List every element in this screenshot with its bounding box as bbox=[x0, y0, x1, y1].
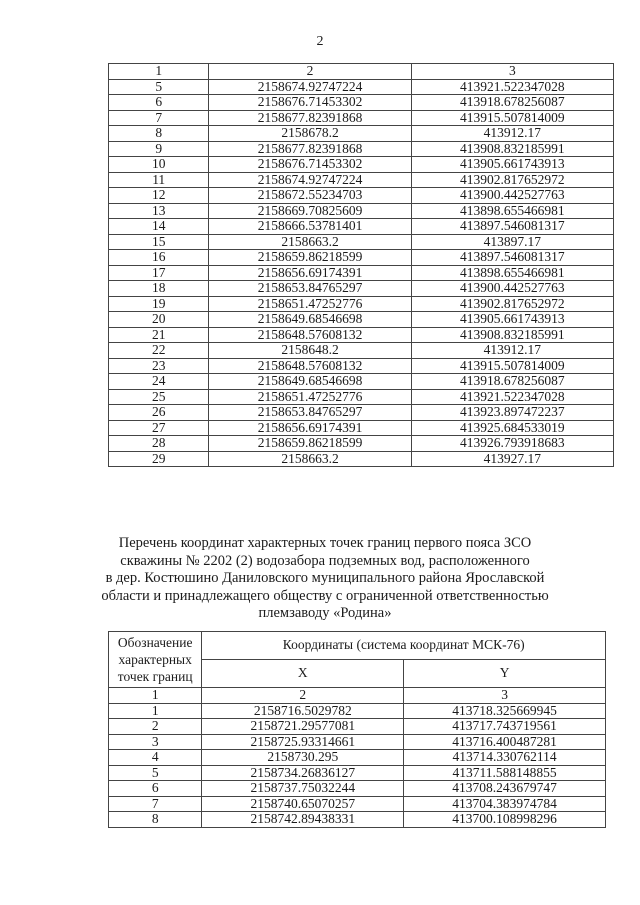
x-coordinate-cell: 2158659.86218599 bbox=[209, 250, 411, 266]
x-coordinate-cell: 2158651.47252776 bbox=[209, 296, 411, 312]
table-row bbox=[109, 420, 614, 436]
y-coordinate-cell: 413897.546081317 bbox=[411, 219, 613, 235]
y-coordinate-cell: 413900.442527763 bbox=[411, 188, 613, 204]
y-coordinate-cell: 413905.661743913 bbox=[411, 312, 613, 328]
y-coordinate-cell: 413927.17 bbox=[411, 451, 613, 467]
point-number-cell: 28 bbox=[109, 436, 209, 452]
first-zone-coordinates-table bbox=[108, 631, 606, 828]
table-row bbox=[109, 750, 606, 766]
table-row bbox=[109, 219, 614, 235]
point-number-cell: 8 bbox=[109, 812, 202, 828]
x-coordinate-cell: 2158659.86218599 bbox=[209, 436, 411, 452]
column-number-1: 1 bbox=[109, 64, 209, 80]
table-row bbox=[109, 358, 614, 374]
column-number-2: 2 bbox=[209, 64, 411, 80]
point-number-cell: 2 bbox=[109, 719, 202, 735]
table-row bbox=[109, 405, 614, 421]
table-body bbox=[109, 632, 606, 828]
y-coordinate-cell: 413714.330762114 bbox=[404, 750, 606, 766]
caption-line: скважины № 2202 (2) водозабора подземных вод, расположенного bbox=[120, 552, 530, 569]
point-number-cell: 16 bbox=[109, 250, 209, 266]
table-row bbox=[109, 765, 606, 781]
x-coordinate-cell: 2158721.29577081 bbox=[202, 719, 404, 735]
x-coordinate-cell: 2158742.89438331 bbox=[202, 812, 404, 828]
y-coordinate-cell: 413718.325669945 bbox=[404, 703, 606, 719]
y-coordinate-cell: 413923.897472237 bbox=[411, 405, 613, 421]
column-number-2: 2 bbox=[202, 688, 404, 704]
point-number-cell: 17 bbox=[109, 265, 209, 281]
x-coordinate-cell: 2158666.53781401 bbox=[209, 219, 411, 235]
point-number-cell: 24 bbox=[109, 374, 209, 390]
y-coordinate-cell: 413921.522347028 bbox=[411, 389, 613, 405]
caption-line: области и принадлежащего обществу с ограниченной ответственностью bbox=[101, 587, 549, 604]
table-row bbox=[109, 265, 614, 281]
point-number-cell: 7 bbox=[109, 110, 209, 126]
x-coordinate-cell: 2158725.93314661 bbox=[202, 734, 404, 750]
caption-line: в дер. Костюшино Даниловского муниципального района Ярославской bbox=[105, 570, 545, 586]
table-number-row bbox=[109, 688, 606, 704]
table-header-row bbox=[109, 64, 614, 80]
table-row bbox=[109, 141, 614, 157]
page-number: 2 bbox=[316, 34, 324, 49]
table-row bbox=[109, 781, 606, 797]
y-coordinate-cell: 413902.817652972 bbox=[411, 296, 613, 312]
table-body bbox=[109, 64, 614, 467]
caption-line: Перечень координат характерных точек границ первого пояса ЗСО bbox=[118, 535, 532, 551]
point-number-cell: 5 bbox=[109, 765, 202, 781]
point-number-cell: 3 bbox=[109, 734, 202, 750]
y-coordinate-cell: 413897.17 bbox=[411, 234, 613, 250]
y-coordinate-cell: 413915.507814009 bbox=[411, 358, 613, 374]
y-coordinate-cell: 413900.442527763 bbox=[411, 281, 613, 297]
point-number-cell: 4 bbox=[109, 750, 202, 766]
table-row bbox=[109, 796, 606, 812]
table-row bbox=[109, 172, 614, 188]
point-number-cell: 21 bbox=[109, 327, 209, 343]
table-row bbox=[109, 327, 614, 343]
point-number-cell: 10 bbox=[109, 157, 209, 173]
y-coordinate-cell: 413926.793918683 bbox=[411, 436, 613, 452]
y-coordinate-cell: 413898.655466981 bbox=[411, 203, 613, 219]
x-coordinate-cell: 2158649.68546698 bbox=[209, 374, 411, 390]
table-row bbox=[109, 343, 614, 359]
x-header: X bbox=[202, 660, 404, 688]
x-coordinate-cell: 2158653.84765297 bbox=[209, 405, 411, 421]
x-coordinate-cell: 2158734.26836127 bbox=[202, 765, 404, 781]
point-number-cell: 19 bbox=[109, 296, 209, 312]
point-number-cell: 9 bbox=[109, 141, 209, 157]
point-number-cell: 25 bbox=[109, 389, 209, 405]
table-row bbox=[109, 703, 606, 719]
y-coordinate-cell: 413905.661743913 bbox=[411, 157, 613, 173]
x-coordinate-cell: 2158676.71453302 bbox=[209, 157, 411, 173]
table-row bbox=[109, 126, 614, 142]
x-coordinate-cell: 2158674.92747224 bbox=[209, 172, 411, 188]
table-row bbox=[109, 95, 614, 111]
table-row bbox=[109, 734, 606, 750]
column-number-1: 1 bbox=[109, 688, 202, 704]
x-coordinate-cell: 2158653.84765297 bbox=[209, 281, 411, 297]
table-row bbox=[109, 203, 614, 219]
y-coordinate-cell: 413717.743719561 bbox=[404, 719, 606, 735]
point-number-cell: 8 bbox=[109, 126, 209, 142]
point-number-cell: 12 bbox=[109, 188, 209, 204]
y-coordinate-cell: 413708.243679747 bbox=[404, 781, 606, 797]
table-row bbox=[109, 374, 614, 390]
y-coordinate-cell: 413898.655466981 bbox=[411, 265, 613, 281]
coordinates-table-continued bbox=[108, 63, 614, 467]
x-coordinate-cell: 2158648.2 bbox=[209, 343, 411, 359]
point-number-cell: 27 bbox=[109, 420, 209, 436]
table-row bbox=[109, 719, 606, 735]
table-row bbox=[109, 451, 614, 467]
y-coordinate-cell: 413912.17 bbox=[411, 343, 613, 359]
x-coordinate-cell: 2158737.75032244 bbox=[202, 781, 404, 797]
y-coordinate-cell: 413921.522347028 bbox=[411, 79, 613, 95]
y-coordinate-cell: 413711.588148855 bbox=[404, 765, 606, 781]
x-coordinate-cell: 2158648.57608132 bbox=[209, 327, 411, 343]
x-coordinate-cell: 2158677.82391868 bbox=[209, 141, 411, 157]
x-coordinate-cell: 2158730.295 bbox=[202, 750, 404, 766]
x-coordinate-cell: 2158672.55234703 bbox=[209, 188, 411, 204]
x-coordinate-cell: 2158649.68546698 bbox=[209, 312, 411, 328]
point-number-cell: 18 bbox=[109, 281, 209, 297]
x-coordinate-cell: 2158716.5029782 bbox=[202, 703, 404, 719]
table-row bbox=[109, 312, 614, 328]
point-label-header: Обозначение характерных точек границ bbox=[109, 632, 202, 688]
table-row bbox=[109, 110, 614, 126]
point-number-cell: 14 bbox=[109, 219, 209, 235]
point-number-cell: 1 bbox=[109, 703, 202, 719]
y-coordinate-cell: 413902.817652972 bbox=[411, 172, 613, 188]
table-row bbox=[109, 79, 614, 95]
x-coordinate-cell: 2158651.47252776 bbox=[209, 389, 411, 405]
y-coordinate-cell: 413912.17 bbox=[411, 126, 613, 142]
point-number-cell: 23 bbox=[109, 358, 209, 374]
y-coordinate-cell: 413915.507814009 bbox=[411, 110, 613, 126]
point-number-cell: 5 bbox=[109, 79, 209, 95]
x-coordinate-cell: 2158669.70825609 bbox=[209, 203, 411, 219]
table-header-row bbox=[109, 632, 606, 660]
x-coordinate-cell: 2158663.2 bbox=[209, 234, 411, 250]
x-coordinate-cell: 2158677.82391868 bbox=[209, 110, 411, 126]
column-number-3: 3 bbox=[404, 688, 606, 704]
y-coordinate-cell: 413897.546081317 bbox=[411, 250, 613, 266]
point-number-cell: 6 bbox=[109, 95, 209, 111]
table-caption bbox=[60, 535, 590, 623]
x-coordinate-cell: 2158678.2 bbox=[209, 126, 411, 142]
table-row bbox=[109, 250, 614, 266]
table-row bbox=[109, 188, 614, 204]
y-coordinate-cell: 413918.678256087 bbox=[411, 374, 613, 390]
caption-line: племзаводу «Родина» bbox=[258, 605, 392, 621]
point-number-cell: 22 bbox=[109, 343, 209, 359]
coordinate-system-header: Координаты (система координат МСК-76) bbox=[202, 632, 606, 660]
point-number-cell: 29 bbox=[109, 451, 209, 467]
table-row bbox=[109, 812, 606, 828]
table-row bbox=[109, 234, 614, 250]
x-coordinate-cell: 2158676.71453302 bbox=[209, 95, 411, 111]
x-coordinate-cell: 2158656.69174391 bbox=[209, 265, 411, 281]
table-row bbox=[109, 389, 614, 405]
point-number-cell: 26 bbox=[109, 405, 209, 421]
y-header: Y bbox=[404, 660, 606, 688]
point-number-cell: 11 bbox=[109, 172, 209, 188]
y-coordinate-cell: 413908.832185991 bbox=[411, 141, 613, 157]
x-coordinate-cell: 2158663.2 bbox=[209, 451, 411, 467]
y-coordinate-cell: 413704.383974784 bbox=[404, 796, 606, 812]
x-coordinate-cell: 2158648.57608132 bbox=[209, 358, 411, 374]
x-coordinate-cell: 2158656.69174391 bbox=[209, 420, 411, 436]
y-coordinate-cell: 413716.400487281 bbox=[404, 734, 606, 750]
column-number-3: 3 bbox=[411, 64, 613, 80]
point-number-cell: 15 bbox=[109, 234, 209, 250]
x-coordinate-cell: 2158674.92747224 bbox=[209, 79, 411, 95]
table-row bbox=[109, 296, 614, 312]
table-row bbox=[109, 436, 614, 452]
y-coordinate-cell: 413918.678256087 bbox=[411, 95, 613, 111]
table-row bbox=[109, 157, 614, 173]
y-coordinate-cell: 413700.108998296 bbox=[404, 812, 606, 828]
y-coordinate-cell: 413908.832185991 bbox=[411, 327, 613, 343]
point-number-cell: 6 bbox=[109, 781, 202, 797]
point-number-cell: 13 bbox=[109, 203, 209, 219]
point-number-cell: 20 bbox=[109, 312, 209, 328]
y-coordinate-cell: 413925.684533019 bbox=[411, 420, 613, 436]
x-coordinate-cell: 2158740.65070257 bbox=[202, 796, 404, 812]
table-row bbox=[109, 281, 614, 297]
point-number-cell: 7 bbox=[109, 796, 202, 812]
